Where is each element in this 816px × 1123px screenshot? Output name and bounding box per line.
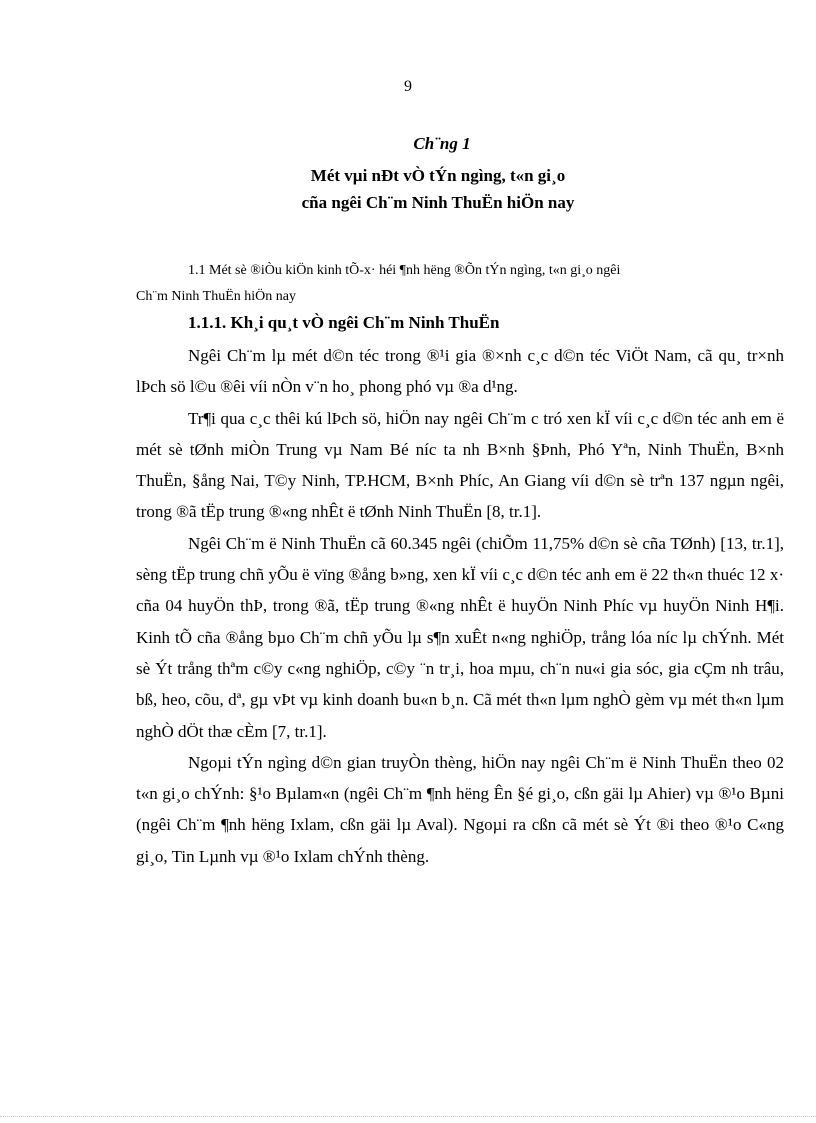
chapter-title-line-1: Mét vµi nÐt vÒ tÝn ngìng, t«n gi¸o — [310, 166, 566, 185]
body-text — [136, 340, 784, 872]
page-bottom-divider — [0, 1116, 816, 1117]
page-number: 9 — [404, 78, 412, 95]
chapter-title-line-2: cña ngêi Ch¨m Ninh ThuËn hiÖn nay — [301, 193, 575, 212]
section-heading-line-2: Ch¨m Ninh ThuËn hiÖn nay — [136, 289, 296, 304]
paragraph: Ngêi Ch¨m ë Ninh ThuËn cã 60.345 ngêi (chiÕm 11,75% d©n sè cña TØnh) [13, tr.1], sèng tËp trung chñ yÕu ë vïng ®ång b»ng, xen kÏ víi c¸c d©n téc anh em ë 22 th«n thuéc 12 x· cña 04 huyÖn thÞ, trong ®ã, tËp trung ®«ng nhÊt ë huyÖn Ninh Phíc vµ huyÖn Ninh H¶i. Kinh tÕ cña ®ång bµo Ch¨m chñ yÕu lµ s¶n xuÊt n«ng nghiÖp, trång lóa níc lµ chÝnh. Mét sè Ýt trång thªm c©y c«ng nghiÖp, c©y ¨n tr¸i, hoa mµu, ch¨n nu«i gia sóc, gia cÇm nh trâu, bß, heo, cõu, dª, gµ vÞt vµ kinh doanh bu«n b¸n. Cã mét th«n lµm nghÒ gèm vµ mét th«n lµm nghÒ dÖt thæ cÈm [7, tr.1]. — [136, 533, 784, 741]
chapter-label: Ch¨ng 1 — [413, 134, 471, 153]
section-heading — [136, 258, 796, 310]
section-heading-line-1: 1.1 Mét sè ®iÒu kiÖn kinh tÕ-x· héi ¶nh hëng ®Õn tÝn ngìng, t«n gi¸o ngêi — [188, 263, 621, 278]
paragraph: Ngoµi tÝn ngìng d©n gian truyÒn thèng, hiÖn nay ngêi Ch¨m ë Ninh ThuËn theo 02 t«n gi¸o chÝnh: §¹o Bµlam«n (ngêi Ch¨m ¶nh hëng Ên §é gi¸o, cßn gäi lµ Ahier) vµ ®¹o Bµni (ngêi Ch¨m ¶nh hëng Ixlam, cßn gäi lµ Aval). Ngoµi ra cßn cã mét sè Ýt ®i theo ®¹o C«ng gi¸o, Tin Lµnh vµ ®¹o Ixlam chÝnh thèng. — [136, 752, 784, 866]
paragraph: Ngêi Ch¨m lµ mét d©n téc trong ®¹i gia ®×nh c¸c d©n téc ViÖt Nam, cã qu¸ tr×nh lÞch sö l©u ®êi víi nÒn v¨n ho¸ phong phó vµ ®a d¹ng. — [136, 346, 784, 397]
paragraph: Tr¶i qua c¸c thêi kú lÞch sö, hiÖn nay ngêi Ch¨m c tró xen kÏ víi c¸c d©n téc anh em ë mét sè tØnh miÒn Trung vµ Nam Bé níc ta nh B×nh §Þnh, Phó Yªn, Ninh ThuËn, B×nh ThuËn, §ång Nai, T©y Ninh, TP.HCM, B×nh Phíc, An Giang víi d©n sè trªn 137 ngµn ngêi, trong ®ã tËp trung ®«ng nhÊt ë tØnh Ninh ThuËn [8, tr.1]. — [136, 408, 784, 522]
subsection-heading: 1.1.1. Kh¸i qu¸t vÒ ngêi Ch¨m Ninh ThuËn — [188, 313, 500, 332]
